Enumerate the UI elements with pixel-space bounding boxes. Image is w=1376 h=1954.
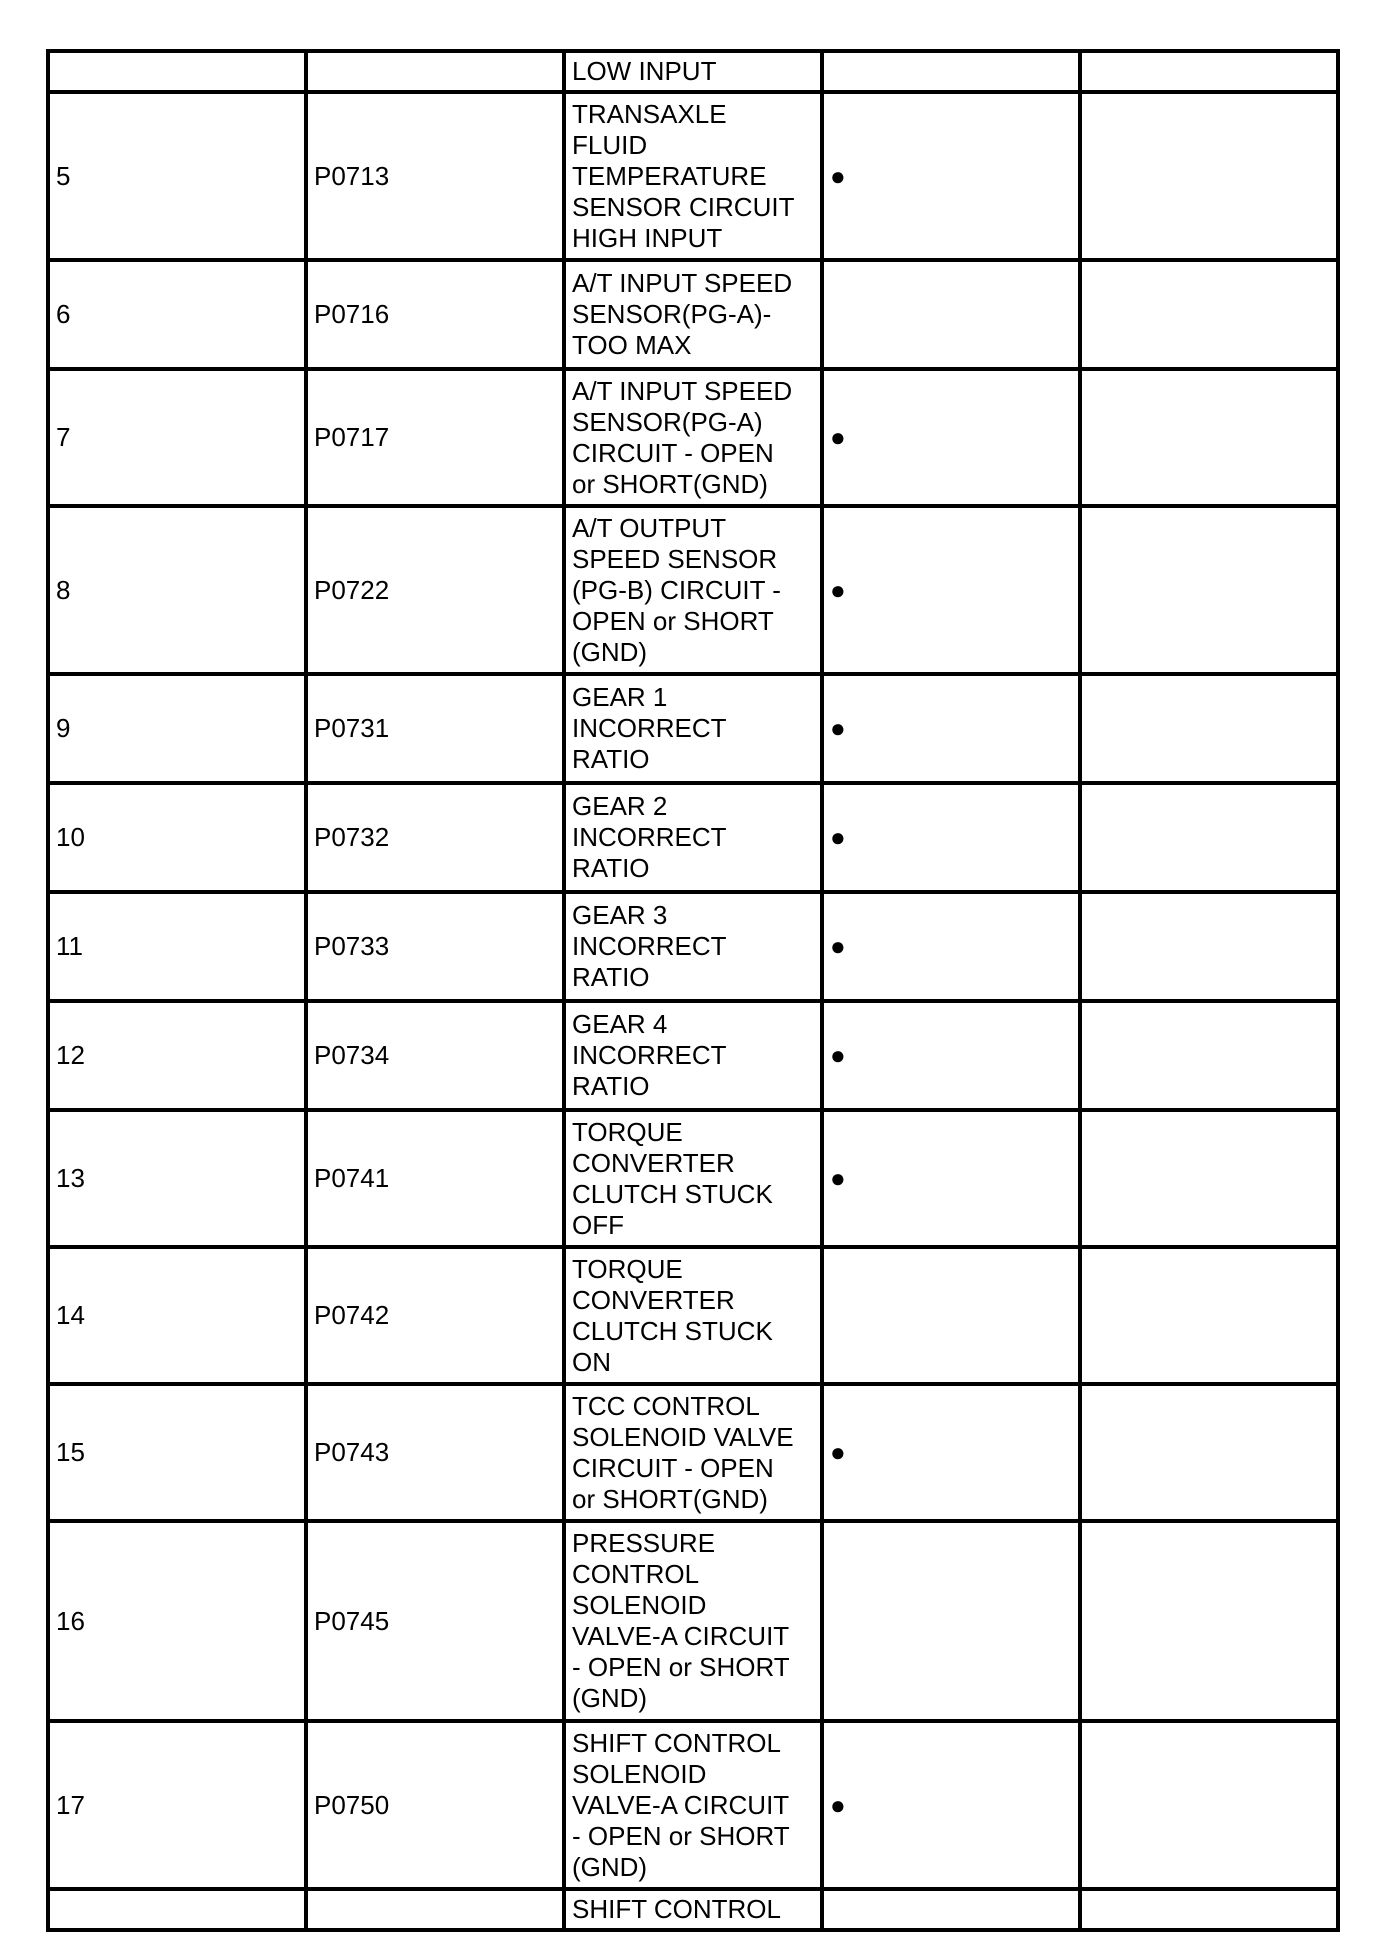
extra-cell <box>1080 1889 1338 1930</box>
row-number-cell: 14 <box>48 1247 306 1384</box>
description-cell <box>564 1889 822 1930</box>
check-mark-cell <box>822 260 1080 369</box>
row-number-cell <box>48 51 306 92</box>
table-row <box>48 1721 1338 1889</box>
description-line: or SHORT(GND) <box>572 468 768 499</box>
description-line: OPEN or SHORT <box>572 605 774 636</box>
dtc-code-cell: P0717 <box>306 369 564 506</box>
description-line: INCORRECT <box>572 822 727 852</box>
description-line: (PG-B) CIRCUIT - <box>572 574 781 605</box>
description-cell <box>564 892 822 1001</box>
description-line: TORQUE <box>572 1116 683 1147</box>
row-number-cell: 6 <box>48 260 306 369</box>
description-line: or SHORT(GND) <box>572 1483 768 1514</box>
description-cell <box>564 51 822 92</box>
description-line: GEAR 3 <box>572 900 668 930</box>
description-line: RATIO <box>572 1071 650 1101</box>
check-mark-cell <box>822 51 1080 92</box>
table-row <box>48 92 1338 260</box>
extra-cell <box>1080 1721 1338 1889</box>
dtc-code-cell: P0742 <box>306 1247 564 1384</box>
description-line: SPEED SENSOR <box>572 543 778 574</box>
description-line: TCC CONTROL <box>572 1390 760 1421</box>
check-mark-cell: ● <box>822 506 1080 674</box>
extra-cell <box>1080 1001 1338 1110</box>
table-row <box>48 674 1338 783</box>
table-row <box>48 51 1338 92</box>
description-line: SOLENOID <box>572 1590 707 1620</box>
description-line: CONVERTER <box>572 1147 735 1178</box>
description-line: FLUID <box>572 129 648 160</box>
description-line: A/T INPUT SPEED <box>572 375 793 406</box>
check-mark-cell: ● <box>822 1384 1080 1521</box>
table-row <box>48 369 1338 506</box>
table-row <box>48 783 1338 892</box>
table-row <box>48 260 1338 369</box>
extra-cell <box>1080 506 1338 674</box>
row-number-cell: 15 <box>48 1384 306 1521</box>
description-line: CIRCUIT - OPEN <box>572 1452 774 1483</box>
description-cell <box>564 1721 822 1889</box>
description-line: GEAR 4 <box>572 1009 668 1039</box>
check-mark-cell: ● <box>822 674 1080 783</box>
description-cell <box>564 674 822 783</box>
description-line: A/T INPUT SPEED <box>572 268 793 298</box>
description-line: INCORRECT <box>572 713 727 743</box>
check-mark-cell: ● <box>822 1721 1080 1889</box>
document-page <box>46 49 1336 1932</box>
description-line: SHIFT CONTROL <box>572 1894 781 1924</box>
dtc-code-cell: P0713 <box>306 92 564 260</box>
description-line: (GND) <box>572 1683 648 1713</box>
dtc-code-cell: P0732 <box>306 783 564 892</box>
table-row <box>48 1521 1338 1721</box>
description-line: CLUTCH STUCK <box>572 1315 773 1346</box>
description-line: RATIO <box>572 744 650 774</box>
dtc-table-body <box>48 51 1338 1930</box>
table-row <box>48 1001 1338 1110</box>
check-mark-cell: ● <box>822 92 1080 260</box>
description-line: VALVE-A CIRCUIT <box>572 1621 790 1651</box>
dtc-code-cell <box>306 51 564 92</box>
row-number-cell: 17 <box>48 1721 306 1889</box>
description-line: ON <box>572 1346 611 1377</box>
extra-cell <box>1080 1110 1338 1247</box>
check-mark-cell: ● <box>822 369 1080 506</box>
check-mark-cell: ● <box>822 892 1080 1001</box>
description-line: INCORRECT <box>572 931 727 961</box>
check-mark-cell <box>822 1889 1080 1930</box>
description-line: VALVE-A CIRCUIT <box>572 1789 790 1820</box>
description-line: RATIO <box>572 962 650 992</box>
description-line: GEAR 1 <box>572 682 668 712</box>
description-line: (GND) <box>572 636 648 667</box>
row-number-cell: 12 <box>48 1001 306 1110</box>
description-line: CONTROL <box>572 1559 700 1589</box>
check-mark-cell: ● <box>822 783 1080 892</box>
description-line: CONVERTER <box>572 1284 735 1315</box>
check-mark-cell: ● <box>822 1001 1080 1110</box>
check-mark-cell <box>822 1521 1080 1721</box>
description-cell <box>564 1521 822 1721</box>
dtc-code-cell: P0750 <box>306 1721 564 1889</box>
description-line: PRESSURE <box>572 1528 716 1558</box>
extra-cell <box>1080 1384 1338 1521</box>
table-row <box>48 1247 1338 1384</box>
description-line: SOLENOID <box>572 1758 707 1789</box>
description-cell <box>564 506 822 674</box>
description-line: - OPEN or SHORT <box>572 1820 790 1851</box>
description-line: RATIO <box>572 853 650 883</box>
extra-cell <box>1080 92 1338 260</box>
dtc-code-cell: P0745 <box>306 1521 564 1721</box>
extra-cell <box>1080 783 1338 892</box>
description-cell <box>564 1247 822 1384</box>
description-line: A/T OUTPUT <box>572 512 727 543</box>
check-mark-cell <box>822 1247 1080 1384</box>
dtc-code-cell: P0722 <box>306 506 564 674</box>
check-mark-cell: ● <box>822 1110 1080 1247</box>
dtc-code-cell: P0734 <box>306 1001 564 1110</box>
description-line: - OPEN or SHORT <box>572 1652 790 1682</box>
description-line: CIRCUIT - OPEN <box>572 437 774 468</box>
dtc-code-cell <box>306 1889 564 1930</box>
description-line: SENSOR(PG-A)- <box>572 299 772 329</box>
description-line: OFF <box>572 1209 624 1240</box>
extra-cell <box>1080 1247 1338 1384</box>
table-row <box>48 1110 1338 1247</box>
table-row <box>48 506 1338 674</box>
row-number-cell: 16 <box>48 1521 306 1721</box>
description-line: CLUTCH STUCK <box>572 1178 773 1209</box>
description-line: LOW INPUT <box>572 56 717 86</box>
description-cell <box>564 783 822 892</box>
row-number-cell: 13 <box>48 1110 306 1247</box>
description-cell <box>564 92 822 260</box>
row-number-cell <box>48 1889 306 1930</box>
dtc-code-cell: P0716 <box>306 260 564 369</box>
extra-cell <box>1080 369 1338 506</box>
description-line: GEAR 2 <box>572 791 668 821</box>
dtc-code-cell: P0743 <box>306 1384 564 1521</box>
description-line: HIGH INPUT <box>572 222 723 253</box>
row-number-cell: 8 <box>48 506 306 674</box>
description-cell <box>564 369 822 506</box>
row-number-cell: 7 <box>48 369 306 506</box>
table-row <box>48 1384 1338 1521</box>
description-line: TORQUE <box>572 1253 683 1284</box>
description-line: SENSOR CIRCUIT <box>572 191 795 222</box>
description-cell <box>564 1384 822 1521</box>
extra-cell <box>1080 1521 1338 1721</box>
dtc-code-cell: P0731 <box>306 674 564 783</box>
table-row <box>48 1889 1338 1930</box>
description-cell <box>564 1110 822 1247</box>
dtc-code-cell: P0741 <box>306 1110 564 1247</box>
dtc-code-cell: P0733 <box>306 892 564 1001</box>
description-line: SENSOR(PG-A) <box>572 406 763 437</box>
extra-cell <box>1080 51 1338 92</box>
extra-cell <box>1080 674 1338 783</box>
description-line: TEMPERATURE <box>572 160 767 191</box>
row-number-cell: 10 <box>48 783 306 892</box>
row-number-cell: 5 <box>48 92 306 260</box>
extra-cell <box>1080 260 1338 369</box>
description-line: SHIFT CONTROL <box>572 1727 781 1758</box>
table-row <box>48 892 1338 1001</box>
description-line: INCORRECT <box>572 1040 727 1070</box>
description-line: TRANSAXLE <box>572 98 727 129</box>
description-cell <box>564 1001 822 1110</box>
description-line: SOLENOID VALVE <box>572 1421 794 1452</box>
dtc-table <box>46 49 1340 1932</box>
description-line: TOO MAX <box>572 330 692 360</box>
row-number-cell: 9 <box>48 674 306 783</box>
row-number-cell: 11 <box>48 892 306 1001</box>
description-cell <box>564 260 822 369</box>
extra-cell <box>1080 892 1338 1001</box>
description-line: (GND) <box>572 1851 648 1882</box>
